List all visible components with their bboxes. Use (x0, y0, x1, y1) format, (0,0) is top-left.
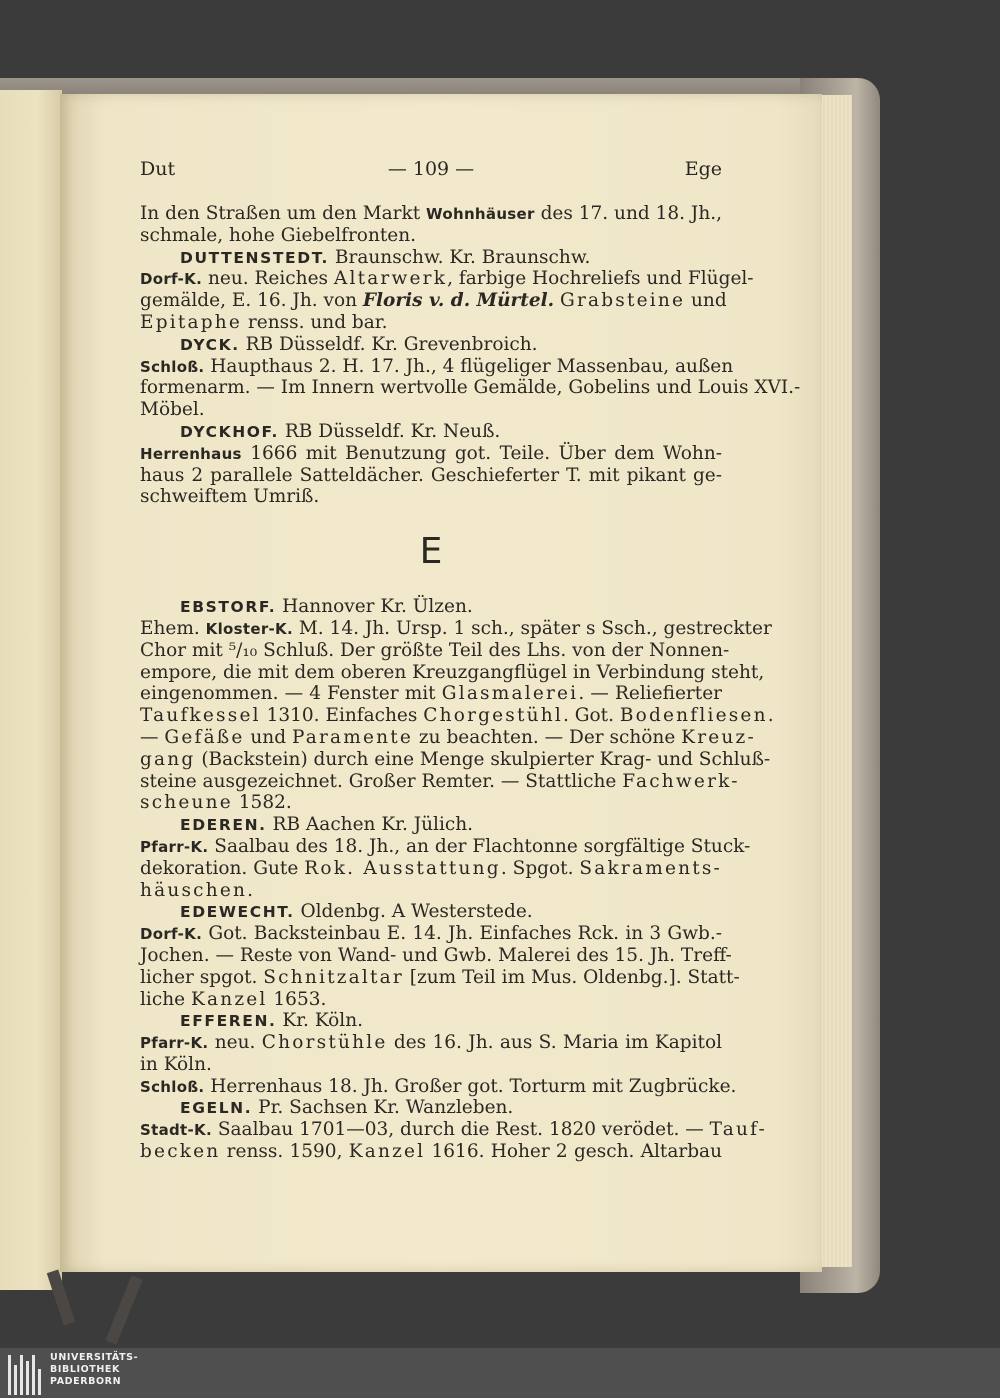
text-line (140, 486, 722, 508)
text-run: und (685, 290, 727, 312)
text-run: formenarm. — Im Innern wertvolle Gemälde, Gobelins und Louis XVI.- (140, 377, 801, 399)
text-line (140, 770, 740, 793)
library-footer (0, 1348, 1000, 1398)
text-line (140, 966, 740, 989)
building-keyword: Wohnhäuser (426, 205, 535, 223)
text-run: Chorgestühl (423, 705, 563, 727)
text-run: Grabsteine (559, 290, 686, 312)
text-run: häuschen (140, 879, 248, 901)
building-keyword: Pfarr-K. (140, 1034, 209, 1053)
text-line (140, 748, 771, 771)
header-right-catchword: Ege (684, 158, 722, 180)
text-line (140, 312, 722, 334)
text-run: Glasmalerei (441, 683, 579, 705)
text-run: Schnitzaltar (263, 966, 404, 988)
text-line (140, 290, 727, 312)
text-run: RB Düsseldf. Kr. Grevenbroich. (239, 333, 538, 355)
text-run: haus 2 parallele Satteldächer. Geschieferter T. mit pikant ge- (140, 464, 722, 486)
place-name: EDEWECHT. (180, 903, 295, 922)
text-line (140, 1075, 737, 1098)
text-run: steine ausgezeichnet. Großer Remter. — Stattliche (140, 770, 623, 792)
text-run: 1616. Hoher 2 gesch. Altarbau (425, 1141, 722, 1163)
text-line (140, 355, 734, 378)
text-line (140, 858, 722, 880)
text-run: Braunschw. Kr. Braunschw. (329, 246, 591, 268)
text-run: und (244, 726, 292, 748)
text-run: Floris v. d. Mürtel. (362, 290, 555, 312)
building-keyword: Schloß. (140, 1077, 205, 1096)
text-line (140, 1054, 722, 1076)
text-run: becken (140, 1141, 221, 1163)
text-run: M. 14. Jh. Ursp. 1 sch., später s Ssch., gestreckter (292, 617, 772, 639)
library-name-line: UNIVERSITÄTS- (50, 1352, 139, 1363)
text-line (140, 835, 751, 858)
text-run: Altarwerk (333, 268, 448, 290)
text-run: liche (140, 988, 191, 1010)
text-run: licher spgot. (140, 966, 264, 988)
text-run: renss. und bar. (242, 311, 388, 333)
text-run: 1582. (232, 792, 292, 814)
text-run: neu. (208, 1032, 262, 1054)
text-run: Chorstühle (261, 1032, 388, 1054)
library-name (50, 1352, 138, 1388)
place-name: DYCKHOF. (180, 422, 279, 441)
building-keyword: Schloß. (140, 357, 205, 376)
text-run: schweiftem Umriß. (140, 486, 320, 508)
text-run: Kreuz- (681, 726, 756, 748)
text-run: Paramente (291, 726, 414, 748)
text-run: schmale, hohe Giebelfronten. (140, 224, 417, 246)
text-run: renss. 1590, (220, 1141, 349, 1163)
text-run: Bodenfliesen (619, 705, 768, 727)
text-run: Möbel. (140, 399, 205, 421)
text-run: Got. Backsteinbau E. 14. Jh. Einfaches Rck. in 3 Gwb.- (202, 923, 722, 945)
text-run: neu. Reiches (202, 268, 334, 290)
library-name-line: BIBLIOTHEK (50, 1364, 120, 1375)
text-run: RB Düsseldf. Kr. Neuß. (278, 420, 501, 442)
text-run: (Backstein) durch eine Menge skulpierter Krag- und Schluß- (195, 748, 771, 770)
text-run: — (140, 726, 165, 748)
text-run: in Köln. (140, 1053, 212, 1075)
text-line (140, 814, 722, 836)
text-run: zu beachten. — Der schöne (413, 726, 682, 748)
bookmark-ribbon (105, 1275, 142, 1344)
text-line (140, 334, 722, 356)
building-keyword: Pfarr-K. (140, 837, 209, 856)
text-run: Saalbau des 18. Jh., an der Flachtonne sorgfältige Stuck- (208, 835, 751, 857)
text-run: Sakraments- (579, 857, 722, 879)
text-run: scheune (140, 792, 233, 814)
text-run: 1666 mit Benutzung got. Teile. Über dem Wohn- (241, 442, 722, 464)
text-run: Gefäße (164, 726, 245, 748)
text-run: , farbige Hochreliefs und Flügel- (447, 268, 754, 290)
text-line (140, 225, 722, 247)
text-run: Kanzel (348, 1141, 426, 1163)
text-line (140, 944, 732, 967)
text-run: Jochen. — Reste von Wand- und Gwb. Malerei des 15. Jh. Treff- (140, 944, 732, 966)
text-line (140, 683, 722, 705)
text-run: Ehem. (140, 617, 206, 639)
place-name: EDEREN. (180, 816, 267, 835)
library-name-line: PADERBORN (50, 1376, 122, 1387)
text-run: In den Straßen um den Markt (140, 203, 427, 224)
text-line (140, 596, 722, 618)
text-run: [zum Teil im Mus. Oldenbg.]. Statt- (403, 966, 740, 988)
place-name: DYCK. (180, 335, 240, 354)
text-line (140, 1010, 722, 1032)
place-name: EGELN. (180, 1099, 253, 1118)
text-run: . — Reliefierter (578, 683, 722, 705)
text-run: Kanzel (190, 988, 268, 1010)
page-body-text (140, 203, 801, 1163)
left-page-margin (0, 90, 62, 1290)
text-run: Chor mit ⁵/₁₀ Schluß. Der größte Teil des Lhs. von der Nonnen- (140, 639, 730, 661)
place-name: EFFEREN. (180, 1012, 277, 1031)
text-run: . (247, 879, 253, 901)
text-run: gemälde, E. 16. Jh. von (140, 290, 363, 312)
text-run: Fachwerk- (622, 770, 740, 792)
building-keyword: Herrenhaus (140, 444, 242, 463)
text-run: eingenommen. — 4 Fenster mit (140, 683, 442, 705)
section-letter-heading: E (419, 531, 443, 573)
text-line (140, 1141, 722, 1163)
text-line (140, 421, 722, 443)
text-line (140, 1097, 722, 1119)
text-run: RB Aachen Kr. Jülich. (266, 814, 474, 836)
text-line (140, 792, 722, 814)
text-line (140, 923, 722, 945)
text-run: Taufkessel (140, 705, 261, 727)
text-line (140, 247, 722, 269)
text-run: . (767, 705, 774, 727)
place-name: DUTTENSTEDT. (180, 248, 330, 267)
text-line (140, 705, 774, 727)
text-line (140, 989, 722, 1011)
text-line (140, 203, 722, 225)
text-line (140, 726, 756, 749)
text-run: dekoration. Gute (140, 857, 305, 879)
text-run: Oldenbg. A Westerstede. (294, 901, 533, 923)
building-keyword: Dorf-K. (140, 925, 203, 944)
text-line (140, 617, 772, 640)
text-line (140, 901, 722, 923)
building-keyword: Stadt-K. (140, 1121, 212, 1140)
library-logo-icon (6, 1351, 44, 1395)
text-line (140, 465, 722, 487)
text-line (140, 443, 722, 465)
text-run: empore, die mit dem oberen Kreuzgangflügel in Verbindung steht, (140, 661, 765, 683)
text-line (140, 268, 754, 290)
building-keyword: Kloster-K. (205, 619, 293, 638)
text-line (140, 880, 722, 902)
place-name: EBSTORF. (180, 598, 277, 617)
running-header (140, 158, 722, 184)
text-run: . Got. (562, 705, 620, 727)
building-keyword: Dorf-K. (140, 270, 203, 289)
text-run: 1310. Einfaches (260, 705, 424, 727)
text-run: des 16. Jh. aus S. Maria im Kapitol (387, 1032, 722, 1054)
text-line (140, 399, 722, 421)
text-run: Saalbau 1701—03, durch die Rest. 1820 verödet. — (211, 1119, 710, 1141)
text-run: Haupthaus 2. H. 17. Jh., 4 flügeliger Massenbau, außen (204, 355, 734, 377)
bookmark-ribbon (47, 1269, 75, 1325)
text-run: Rok. Ausstattung (304, 857, 501, 879)
text-run: Epitaphe (140, 311, 243, 333)
text-run: 1653. (267, 988, 327, 1010)
text-line (140, 1032, 722, 1054)
text-run: Tauf- (709, 1119, 767, 1141)
page-number: — 109 — (387, 158, 475, 180)
text-run: Pr. Sachsen Kr. Wanzleben. (252, 1097, 514, 1119)
text-run: des 17. und 18. Jh., (534, 203, 722, 224)
text-line (140, 639, 730, 662)
text-run: Hannover Kr. Ülzen. (276, 596, 473, 618)
text-line (140, 661, 765, 684)
text-run: Herrenhaus 18. Jh. Großer got. Torturm mit Zugbrücke. (204, 1075, 737, 1097)
text-run: gang (140, 748, 196, 770)
text-line (140, 1119, 767, 1141)
header-left-catchword: Dut (140, 158, 176, 180)
text-run: Kr. Köln. (276, 1010, 363, 1032)
text-run: . Spgot. (500, 857, 580, 879)
text-line (140, 377, 801, 399)
